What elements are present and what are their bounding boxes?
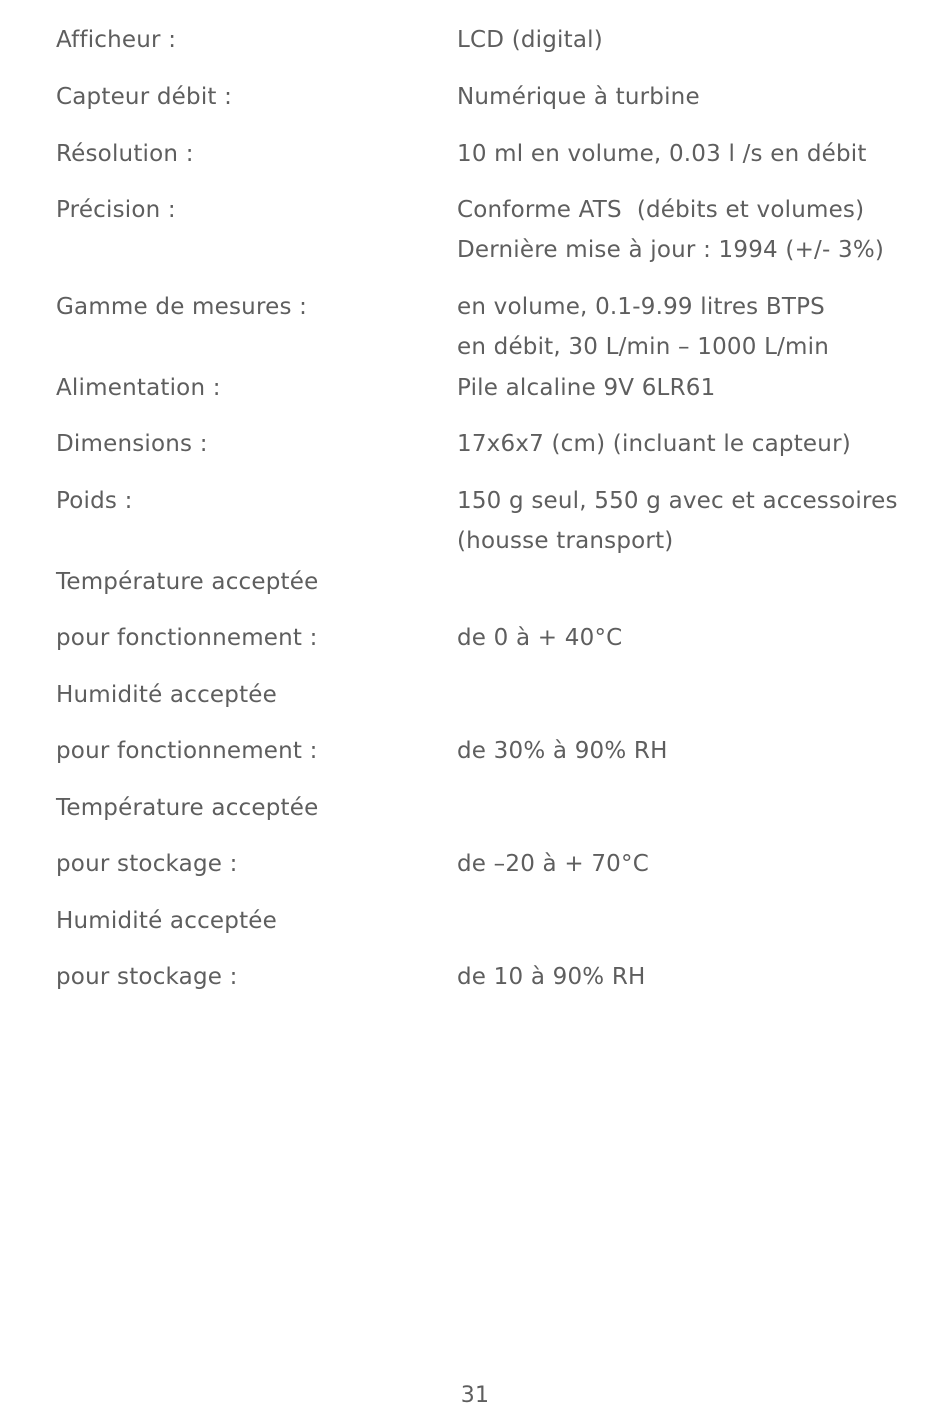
- spec-value-precision-line1: Conforme ATS (débits et volumes): [457, 197, 865, 223]
- spec-label-humidite-stockage-line1: Humidité acceptée: [56, 908, 277, 934]
- spec-value-capteur-debit: Numérique à turbine: [457, 84, 700, 110]
- spec-label-dimensions: Dimensions :: [56, 431, 208, 457]
- spec-value-poids-line1: 150 g seul, 550 g avec et accessoires: [457, 488, 898, 514]
- spec-value-alimentation: Pile alcaline 9V 6LR61: [457, 375, 716, 401]
- spec-value-precision-line2: Dernière mise à jour : 1994 (+/- 3%): [457, 237, 885, 263]
- spec-label-temp-stockage-line1: Température acceptée: [56, 795, 319, 821]
- spec-label-gamme-mesures: Gamme de mesures :: [56, 294, 308, 320]
- spec-label-resolution: Résolution :: [56, 141, 194, 167]
- spec-label-afficheur: Afficheur :: [56, 27, 177, 53]
- spec-label-poids: Poids :: [56, 488, 133, 514]
- spec-value-gamme-mesures-line2: en débit, 30 L/min – 1000 L/min: [457, 334, 830, 360]
- spec-value-afficheur: LCD (digital): [457, 27, 603, 53]
- spec-label-humidite-fonctionnement-line2: pour fonctionnement :: [56, 738, 318, 764]
- spec-value-humidite-stockage: de 10 à 90% RH: [457, 964, 646, 990]
- spec-label-temp-stockage-line2: pour stockage :: [56, 851, 238, 877]
- spec-label-humidite-fonctionnement-line1: Humidité acceptée: [56, 682, 277, 708]
- spec-label-temp-fonctionnement-line1: Température acceptée: [56, 569, 319, 595]
- spec-label-humidite-stockage-line2: pour stockage :: [56, 964, 238, 990]
- spec-label-capteur-debit: Capteur débit :: [56, 84, 233, 110]
- spec-label-precision: Précision :: [56, 197, 176, 223]
- page-number: 31: [460, 1383, 490, 1408]
- spec-value-poids-line2: (housse transport): [457, 528, 674, 554]
- spec-value-gamme-mesures-line1: en volume, 0.1-9.99 litres BTPS: [457, 294, 825, 320]
- spec-label-temp-fonctionnement-line2: pour fonctionnement :: [56, 625, 318, 651]
- spec-value-temp-fonctionnement: de 0 à + 40°C: [457, 625, 623, 651]
- spec-value-resolution: 10 ml en volume, 0.03 l /s en débit: [457, 141, 867, 167]
- spec-value-temp-stockage: de –20 à + 70°C: [457, 851, 649, 877]
- spec-label-alimentation: Alimentation :: [56, 375, 221, 401]
- spec-value-humidite-fonctionnement: de 30% à 90% RH: [457, 738, 668, 764]
- spec-value-dimensions: 17x6x7 (cm) (incluant le capteur): [457, 431, 851, 457]
